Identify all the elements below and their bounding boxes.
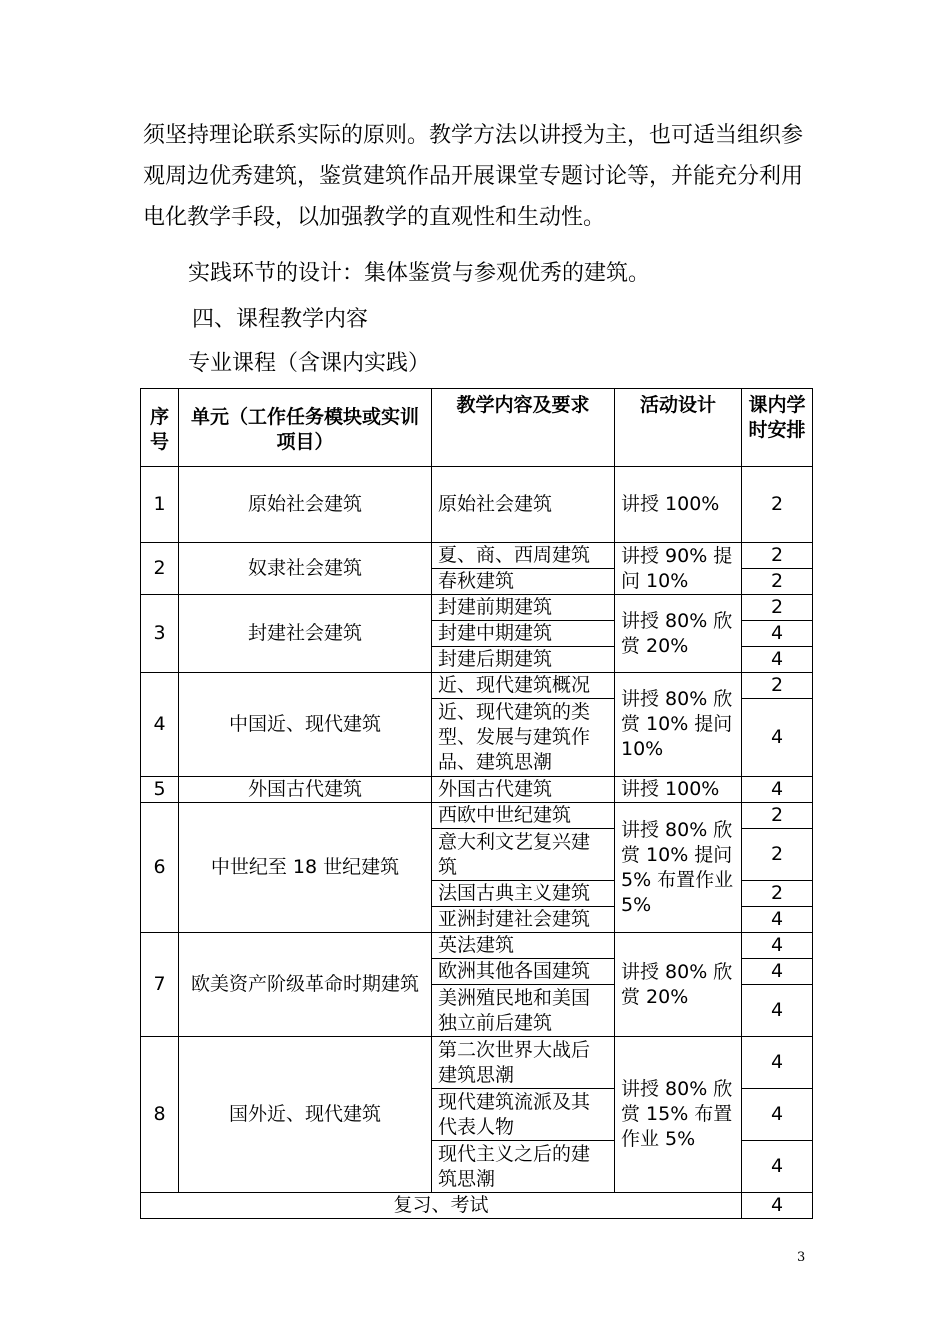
header-content: 教学内容及要求 — [432, 389, 615, 467]
row-hours: 2 — [742, 467, 813, 543]
row-unit: 外国古代建筑 — [179, 777, 432, 803]
row-activity: 讲授 100% — [615, 777, 742, 803]
table-row — [141, 803, 813, 829]
row-activity: 讲授 80% 欣赏 10% 提问 10% — [615, 673, 742, 777]
row-content: 现代主义之后的建筑思潮 — [432, 1141, 615, 1193]
row-content: 西欧中世纪建筑 — [432, 803, 615, 829]
row-no: 7 — [141, 933, 179, 1037]
row-hours: 4 — [742, 959, 813, 985]
row-unit: 奴隶社会建筑 — [179, 543, 432, 595]
row-hours: 4 — [742, 907, 813, 933]
table-row — [141, 595, 813, 621]
row-no: 3 — [141, 595, 179, 673]
row-no: 6 — [141, 803, 179, 933]
row-hours: 2 — [742, 543, 813, 569]
table-header-row — [141, 389, 813, 467]
header-activity: 活动设计 — [615, 389, 742, 467]
row-hours: 4 — [742, 647, 813, 673]
row-content: 夏、商、西周建筑 — [432, 543, 615, 569]
row-content: 近、现代建筑概况 — [432, 673, 615, 699]
table-row — [141, 543, 813, 569]
row-activity: 讲授 80% 欣赏 10% 提问 5% 布置作业 5% — [615, 803, 742, 933]
practice-line: 实践环节的设计：集体鉴赏与参观优秀的建筑。 — [188, 261, 651, 286]
row-content: 现代建筑流派及其代表人物 — [432, 1089, 615, 1141]
row-unit: 中国近、现代建筑 — [179, 673, 432, 777]
row-content: 外国古代建筑 — [432, 777, 615, 803]
header-no: 序号 — [141, 389, 179, 467]
table-row — [141, 467, 813, 543]
row-hours: 2 — [742, 829, 813, 881]
row-hours: 2 — [742, 595, 813, 621]
row-hours: 2 — [742, 673, 813, 699]
row-hours: 4 — [742, 777, 813, 803]
row-content: 封建前期建筑 — [432, 595, 615, 621]
row-content: 第二次世界大战后建筑思潮 — [432, 1037, 615, 1089]
row-hours: 4 — [742, 1089, 813, 1141]
row-no: 1 — [141, 467, 179, 543]
row-no: 8 — [141, 1037, 179, 1193]
row-activity: 讲授 100% — [615, 467, 742, 543]
row-hours: 2 — [742, 881, 813, 907]
row-activity: 讲授 80% 欣赏 15% 布置作业 5% — [615, 1037, 742, 1193]
footer-row — [141, 1193, 813, 1219]
footer-hours: 4 — [742, 1193, 813, 1219]
row-content: 近、现代建筑的类型、发展与建筑作品、建筑思潮 — [432, 699, 615, 777]
row-unit: 欧美资产阶级革命时期建筑 — [179, 933, 432, 1037]
row-content: 封建中期建筑 — [432, 621, 615, 647]
row-activity: 讲授 90% 提问 10% — [615, 543, 742, 595]
row-content: 法国古典主义建筑 — [432, 881, 615, 907]
row-hours: 4 — [742, 699, 813, 777]
row-activity: 讲授 80% 欣赏 20% — [615, 933, 742, 1037]
row-hours: 4 — [742, 933, 813, 959]
row-hours: 4 — [742, 985, 813, 1037]
row-content: 美洲殖民地和美国独立前后建筑 — [432, 985, 615, 1037]
footer-label: 复习、考试 — [141, 1193, 742, 1219]
row-content: 欧洲其他各国建筑 — [432, 959, 615, 985]
row-no: 2 — [141, 543, 179, 595]
table-row — [141, 777, 813, 803]
row-content: 英法建筑 — [432, 933, 615, 959]
row-hours: 4 — [742, 1141, 813, 1193]
header-unit: 单元（工作任务模块或实训项目） — [179, 389, 432, 467]
row-content: 春秋建筑 — [432, 569, 615, 595]
header-hours: 课内学时安排 — [742, 389, 813, 467]
row-unit: 封建社会建筑 — [179, 595, 432, 673]
row-content: 亚洲封建社会建筑 — [432, 907, 615, 933]
page-number: 3 — [797, 1250, 806, 1265]
row-unit: 中世纪至 18 世纪建筑 — [179, 803, 432, 933]
table-row — [141, 933, 813, 959]
row-no: 5 — [141, 777, 179, 803]
row-hours: 4 — [742, 621, 813, 647]
row-activity: 讲授 80% 欣赏 20% — [615, 595, 742, 673]
subheading: 专业课程（含课内实践） — [188, 351, 431, 376]
course-content-table — [140, 388, 813, 1219]
section-heading: 四、课程教学内容 — [192, 307, 369, 332]
row-hours: 2 — [742, 803, 813, 829]
intro-paragraph: 须坚持理论联系实际的原则。教学方法以讲授为主，也可适当组织参观周边优秀建筑，鉴赏建筑作品开展课堂专题讨论等，并能充分利用电化教学手段，以加强教学的直观性和生动性。 — [143, 123, 804, 230]
row-content: 封建后期建筑 — [432, 647, 615, 673]
row-hours: 4 — [742, 1037, 813, 1089]
table-row — [141, 1037, 813, 1089]
table-row — [141, 673, 813, 699]
row-content: 意大利文艺复兴建筑 — [432, 829, 615, 881]
row-unit: 原始社会建筑 — [179, 467, 432, 543]
row-unit: 国外近、现代建筑 — [179, 1037, 432, 1193]
row-content: 原始社会建筑 — [432, 467, 615, 543]
row-hours: 2 — [742, 569, 813, 595]
row-no: 4 — [141, 673, 179, 777]
